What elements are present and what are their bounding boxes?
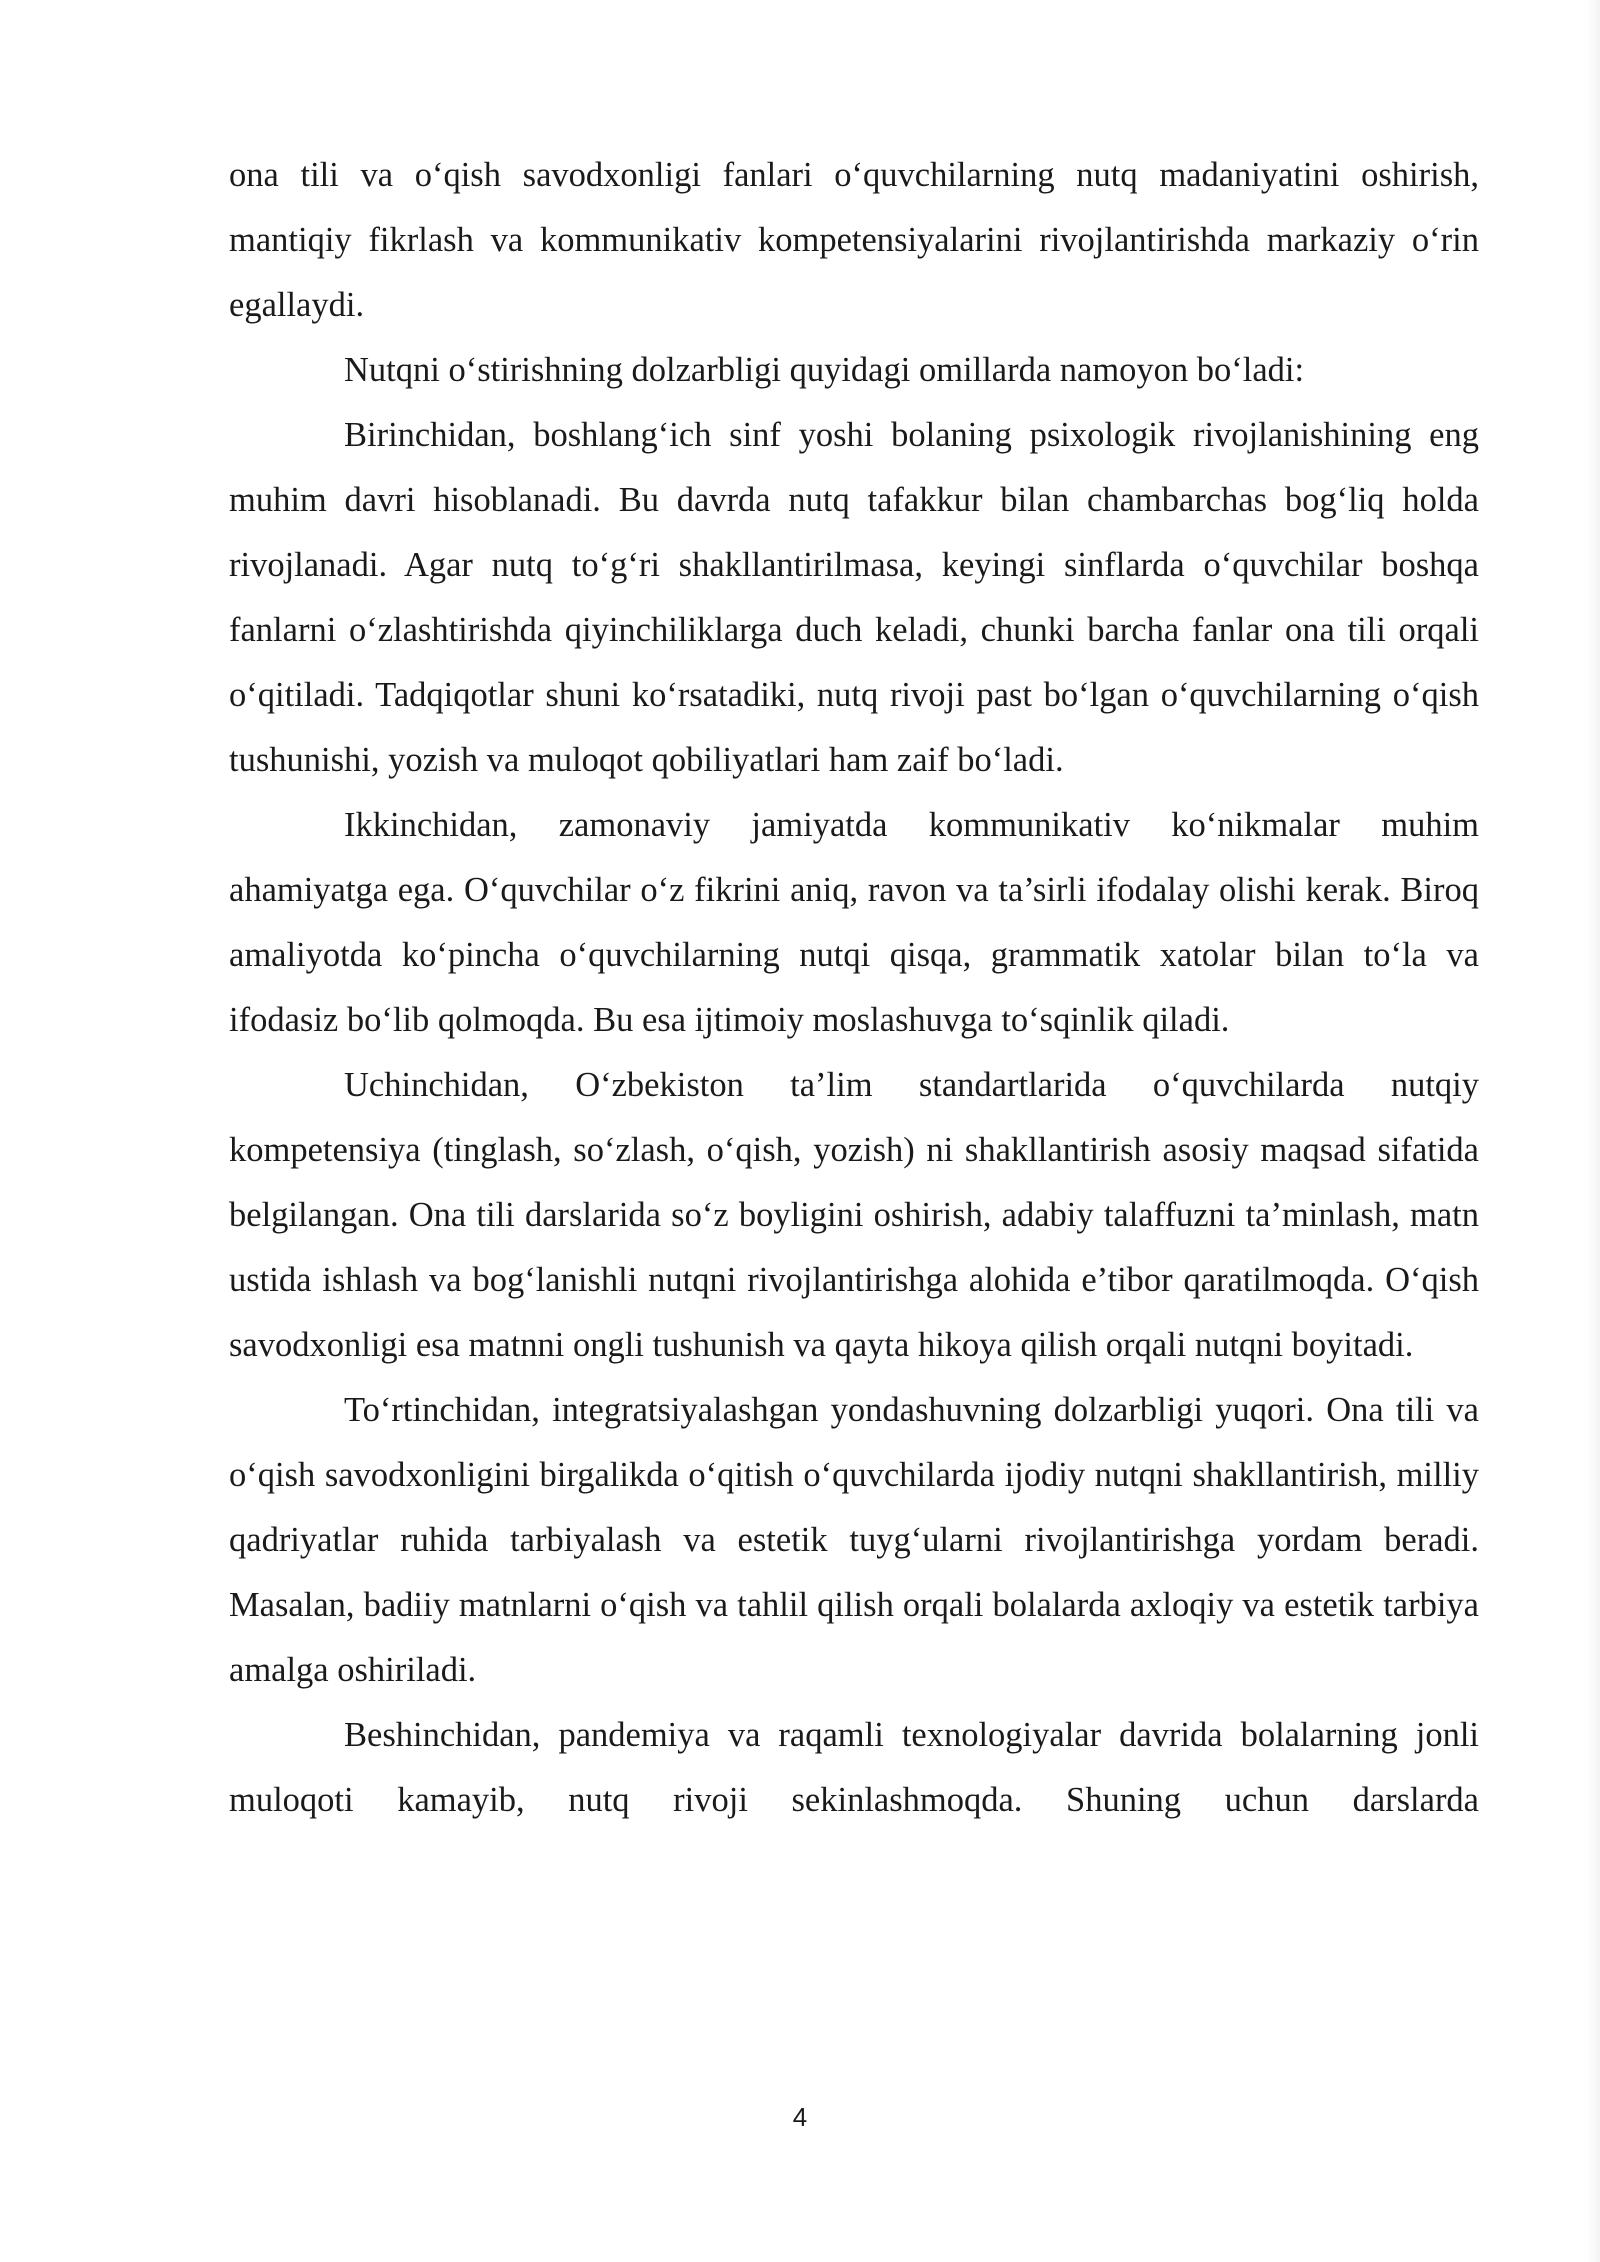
paragraph-second-factor: Ikkinchidan, zamonaviy jamiyatda kommunikativ ko‘nikmalar muhim ahamiyatga ega. O‘quvchilar o‘z fikrini aniq, ravon va ta’sirli ifodalay olishi kerak. Biroq amaliyotda ko‘pincha o‘quvchilarning nutqi qisqa, grammatik xatolar bilan to‘la va ifodasiz bo‘lib qolmoqda. Bu esa ijtimoiy moslashuvga to‘sqinlik qiladi. — [229, 806, 1479, 1039]
paragraph-third-factor: Uchinchidan, O‘zbekiston ta’lim standartlarida o‘quvchilarda nutqiy kompetensiya (tinglash, so‘zlash, o‘qish, yozish) ni shakllantirish asosiy maqsad sifatida belgilangan. Ona tili darslarida so‘z boyligini oshirish, adabiy talaffuzni ta’minlash, matn ustida ishlash va bog‘lanishli nutqni rivojlantirishga alohida e’tibor qaratilmoqda. O‘qish savodxonligi esa matnni ongli tushunish va qayta hikoya qilish orqali nutqni boyitadi. — [229, 1066, 1479, 1364]
paragraph-intro: Nutqni o‘stirishning dolzarbligi quyidagi omillarda namoyon bo‘ladi: — [344, 351, 1305, 389]
paragraph-fifth-factor: Beshinchidan, pandemiya va raqamli texnologiyalar davrida bolalarning jonli muloqoti kamayib, nutq rivoji sekinlashmoqda. Shuning uchun darslarda — [229, 1716, 1479, 1819]
page-edge-shadow — [1586, 0, 1600, 2262]
paragraph-first-factor: Birinchidan, boshlang‘ich sinf yoshi bolaning psixologik rivojlanishining eng muhim davri hisoblanadi. Bu davrda nutq tafakkur bilan chambarchas bog‘liq holda rivojlanadi. Agar nutq to‘g‘ri shakllantirilmasa, keyingi sinflarda o‘quvchilar boshqa fanlarni o‘zlashtirishda qiyinchiliklarga duch keladi, chunki barcha fanlar ona tili orqali o‘qitiladi. Tadqiqotlar shuni ko‘rsatadiki, nutq rivoji past bo‘lgan o‘quvchilarning o‘qish tushunishi, yozish va muloqot qobiliyatlari ham zaif bo‘ladi. — [229, 416, 1479, 779]
paragraph-fourth-factor: To‘rtinchidan, integratsiyalashgan yondashuvning dolzarbligi yuqori. Ona tili va o‘qish savodxonligini birgalikda o‘qitish o‘quvchilarda ijodiy nutqni shakllantirish, milliy qadriyatlar ruhida tarbiyalash va estetik tuyg‘ularni rivojlantirishga yordam beradi. Masalan, badiiy matnlarni o‘qish va tahlil qilish orqali bolalarda axloqiy va estetik tarbiya amalga oshiriladi. — [229, 1391, 1479, 1689]
page-number: 4 — [792, 2102, 808, 2132]
body-text — [229, 143, 1479, 1833]
paragraph-continuation: ona tili va o‘qish savodxonligi fanlari o‘quvchilarning nutq madaniyatini oshirish, mantiqiy fikrlash va kommunikativ kompetensiyalarini rivojlantirishda markaziy o‘rin egallaydi. — [229, 156, 1479, 324]
